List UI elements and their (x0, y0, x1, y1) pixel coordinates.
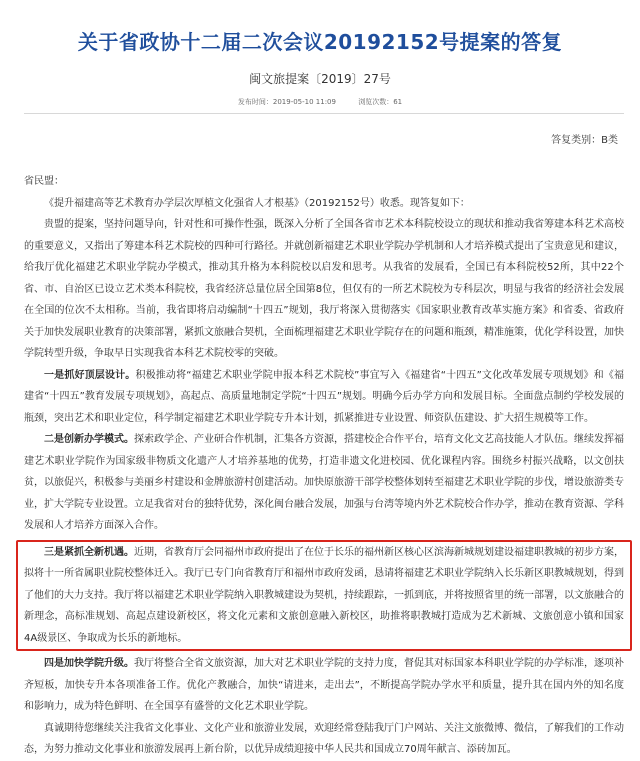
point-4-text: 我厅将整合全省文旅资源，加大对艺术职业学院的支持力度，督促其对标国家本科职业学院的办学标准，逐项补齐短板，加快专升本各项准备工作。优化产教融合，加快“请进来，走出去”，不断提高学院办学水平和质量，提升其在国内外的知名度和影响力，成为特色鲜明、在全国享有盛誉的文化艺术职业学院。 (24, 658, 624, 712)
intro-paragraph: 《提升福建高等艺术教育办学层次厚植文化强省人才根基》（20192152号）收悉。现答复如下： (44, 197, 470, 209)
views-count: 61 (393, 98, 403, 106)
paragraph-overview: 贵盟的提案，坚持问题导向，针对性和可操作性强，既深入分析了全国各省市艺术本科院校设立的现状和推动我省筹建本科艺术高校的重要意义，又指出了筹建本科艺术院校的四种可行路径。并就创新福建艺术职业学院办学机制和人才培养模式提出了宝贵意见和建议，给我厅优化福建艺术职业学院办学模式，推动其升格为本科院校以启发和思考。从我省的发展看，全国已有本科院校52所，其中22个省、市、自治区已设立艺术类本科院校，我省经济总量位居全国第8位，但仅有的一所艺术院校为专科层次，明显与我省的经济社会发展在全国的位次不太相称。当前，我省即将启动编制“十四五”规划，我厅将深入贯彻落实《国家职业教育改革实施方案》和省委、省政府关于加快发展职业教育的决策部署，紧抓文旅融合契机，全面梳理福建艺术职业学院存在的问题和瓶颈，精准施策，优化学科设置，加快学院转型升级，争取早日实现我省本科艺术院校零的突破。 (24, 219, 624, 359)
salutation: 省民盟： (24, 176, 64, 187)
paragraph-top-level-design (24, 365, 624, 430)
point-3-lead: 三是紧抓全新机遇。 (44, 546, 134, 558)
point-2-text: 探索政学企、产业研合作机制，汇集各方资源，搭建校企合作平台，培育文化文艺高技能人才队伍。继续发挥福建艺术职业学院作为国家级非物质文化遗产人才培养基地的优势，打造非遗文化进校园、优化课程内容。围绕乡村振兴战略，以文创扶贫，以旅促兴，积极参与美丽乡村建设和金牌旅游村创建活动。加快原旅游干部学校整体划转至福建艺术职业学院的步伐，增设旅游类专业，扩大学院专业设置。立足我省对台的独特优势，深化闽台融合发展，加强与台湾等境内外艺术院校合作办学，推动在教育资源、学科发展和人才培养方面深入合作。 (24, 434, 624, 531)
document-number: 闽文旅提案〔2019〕27号 (249, 72, 391, 86)
paragraph-innovation (24, 429, 624, 537)
header-divider (24, 113, 624, 114)
publish-time-group (238, 98, 336, 106)
page-title: 关于省政协十二届二次会议20192152号提案的答复 (77, 30, 563, 54)
views-group (358, 98, 402, 106)
closing-paragraph: 真诚期待您继续关注我省文化事业、文化产业和旅游业发展，欢迎经常登陆我厅门户网站、关注文旅微博、微信，了解我们的工作动态，为努力推动文化事业和旅游发展再上新台阶，以优异成绩迎接中华人民共和国成立70周年献言、添砖加瓦。 (24, 722, 624, 755)
point-3-text: 近期，省教育厅会同福州市政府提出了在位于长乐的福州新区核心区滨海新城规划建设福建职教城的初步方案，拟将十一所省属职业院校整体迁入。我厅已专门向省教育厅和福州市政府发函，恳请将福建艺术职业学院纳入长乐新区职教城规划，得到了他们的大力支持。我厅将以福建艺术职业学院纳入职教城建设为契机，持续跟踪，一抓到底，并将按照省里的统一部署，以文旅融合的新理念，高标准规划、高起点建设新校区，将文化元素和文旅创意融入新校区，助推将职教城打造成为艺术新城、文旅创意小镇和国家4A级景区、争取成为长乐的新地标。 (24, 546, 624, 644)
reply-category: 答复类别：B类 (551, 135, 618, 146)
paragraph-upgrade (24, 653, 624, 718)
point-4-lead: 四是加快学院升级。 (44, 658, 134, 669)
meta-info (0, 97, 640, 107)
publish-time: 2019-05-10 11:09 (272, 98, 336, 106)
document-body (24, 171, 624, 761)
point-2-lead: 二是创新办学模式。 (44, 434, 134, 445)
paragraph-new-opportunity (24, 542, 624, 650)
views-label: 浏览次数： (358, 98, 394, 106)
point-1-text: 积极推动将“福建艺术职业学院申报本科艺术院校”事宜写入《福建省“十四五”文化改革发展专项规划》和《福建省“十四五”教育发展专项规划》，高起点、高质量地制定学院“十四五”规划。明确今后办学方向和发展目标。全面盘点制约学校发展的瓶颈，突出艺术和职业定位，科学制定福建艺术职业学院专升本计划，抓紧推进专业设置、师资队伍建设、扩大招生规模等工作。 (24, 369, 625, 424)
highlight-box (16, 540, 632, 652)
publish-label: 发布时间： (237, 98, 273, 106)
point-1-lead: 一是抓好顶层设计。 (44, 369, 136, 381)
